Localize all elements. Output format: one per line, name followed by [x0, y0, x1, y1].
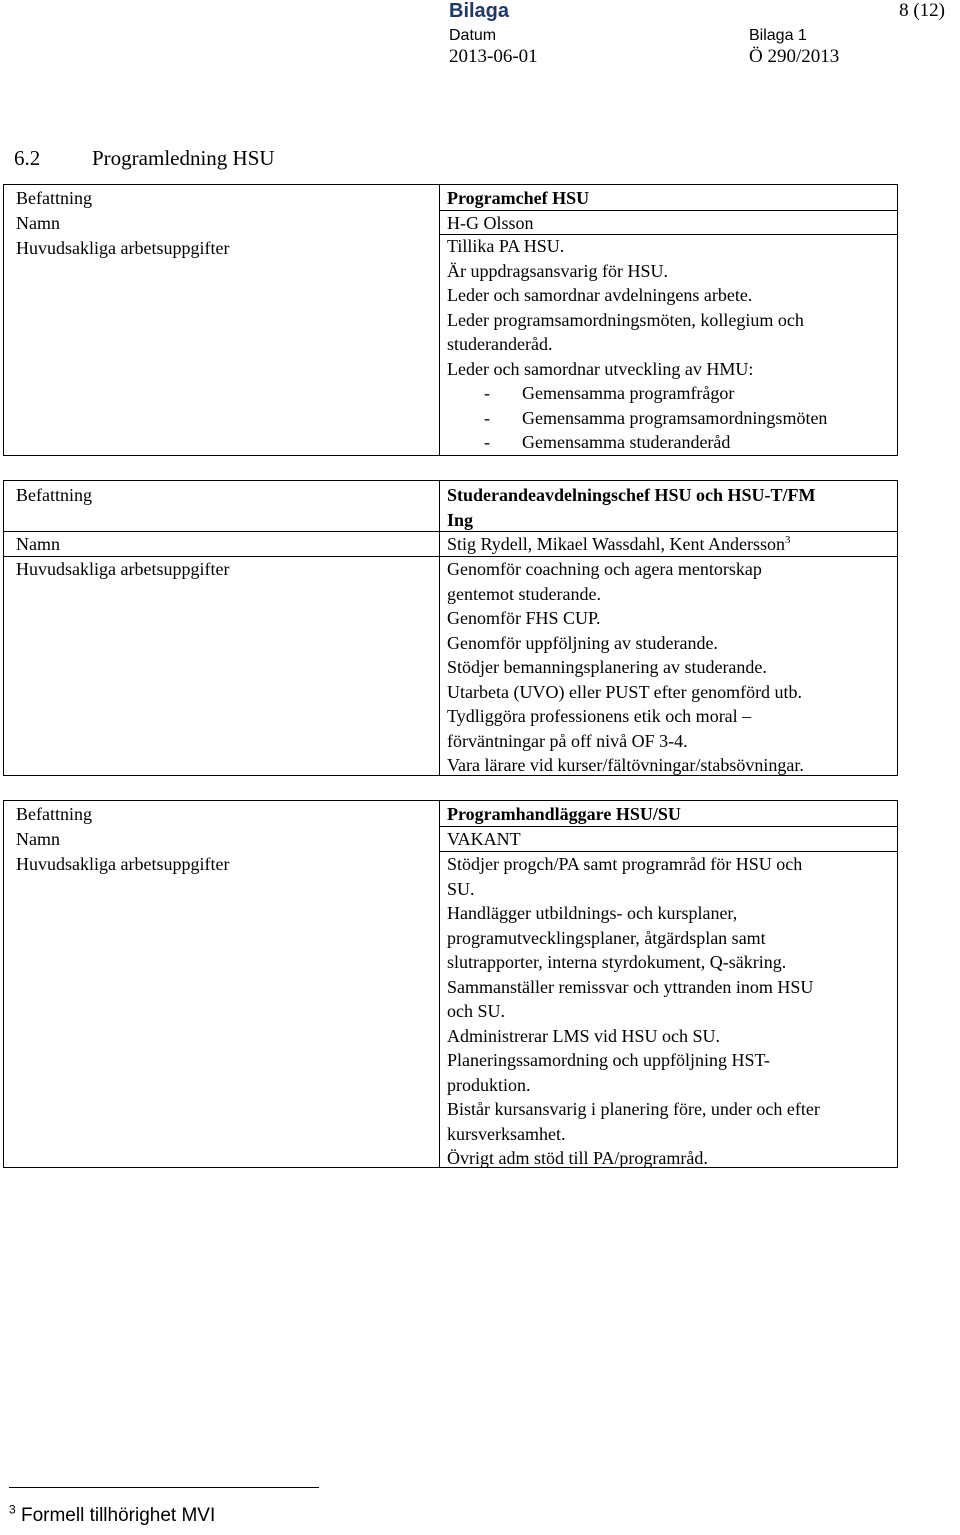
- task-item: Tydliggöra professionens etik och moral –: [447, 706, 752, 726]
- task-item: slutrapporter, interna styrdokument, Q-säkring.: [447, 952, 787, 972]
- befattning-label: Befattning: [16, 485, 92, 505]
- namn-label: Namn: [16, 829, 60, 849]
- task-item: Tillika PA HSU.: [447, 236, 565, 256]
- subtask-item: - Gemensamma studeranderåd: [484, 432, 731, 452]
- footnote-text: Formell tillhörighet MVI: [20, 1505, 216, 1526]
- namn-label: Namn: [16, 213, 60, 233]
- column-divider: [439, 801, 440, 1167]
- task-item: Genomför coachning och agera mentorskap: [447, 559, 762, 579]
- footnote-reference: 3: [784, 534, 791, 546]
- task-item: Planeringssamordning och uppföljning HST-: [447, 1050, 770, 1070]
- column-divider: [439, 185, 440, 455]
- arbetsuppgifter-label: Huvudsakliga arbetsuppgifter: [16, 854, 230, 874]
- reference-label: Bilaga 1: [749, 27, 807, 44]
- reference-value: Ö 290/2013: [749, 46, 840, 67]
- task-item: Vara lärare vid kurser/fältövningar/stabsövningar.: [447, 755, 804, 775]
- task-item: Är uppdragsansvarig för HSU.: [447, 260, 668, 281]
- task-item: kursverksamhet.: [447, 1123, 566, 1144]
- task-item: studeranderåd.: [447, 334, 553, 354]
- task-item: Utarbeta (UVO) eller PUST efter genomförd utb.: [447, 681, 803, 702]
- task-item: SU.: [447, 878, 475, 899]
- task-item: Sammanställer remissvar och yttranden inom HSU: [447, 976, 814, 997]
- befattning-value: Studerandeavdelningschef HSU och HSU-T/FM Ing: [447, 485, 816, 530]
- section-number: 6.2: [14, 146, 41, 170]
- task-item: programutvecklingsplaner, åtgärdsplan samt: [447, 927, 766, 948]
- role-table-programhandlaggare: [3, 800, 898, 1168]
- task-item: Bistår kursansvarig i planering före, under och efter: [447, 1099, 820, 1119]
- befattning-value: Programchef HSU: [447, 188, 590, 208]
- arbetsuppgifter-list: [447, 557, 889, 778]
- arbetsuppgifter-label: Huvudsakliga arbetsuppgifter: [16, 238, 230, 258]
- befattning-value: Programhandläggare HSU/SU: [447, 804, 681, 824]
- datum-label: Datum: [449, 27, 497, 44]
- arbetsuppgifter-list: [447, 234, 889, 455]
- document-title: Bilaga: [449, 0, 510, 22]
- befattning-label: Befattning: [16, 804, 92, 824]
- task-item: förväntningar på off nivå OF 3-4.: [447, 730, 688, 751]
- namn-value: Stig Rydell, Mikael Wassdahl, Kent Andersson$^3$: [447, 534, 791, 554]
- task-item: Leder och samordnar utveckling av HMU:: [447, 358, 754, 379]
- task-item: Genomför uppföljning av studerande.: [447, 632, 718, 653]
- task-item: och SU.: [447, 1001, 505, 1021]
- namn-label: Namn: [16, 534, 60, 554]
- subtask-item: - Gemensamma programsamordningsmöten: [484, 407, 828, 428]
- role-table-studerandeavdelningschef: [3, 480, 898, 776]
- page-number: 8 (12): [899, 0, 945, 21]
- section-heading: [14, 146, 275, 171]
- task-item: Handlägger utbildnings- och kursplaner,: [447, 903, 738, 923]
- task-item: gentemot studerande.: [447, 583, 601, 604]
- datum-value: 2013-06-01: [449, 46, 538, 67]
- footnote-mark: 3: [9, 1502, 16, 1517]
- footnote: [9, 1502, 216, 1527]
- task-item: Övrigt adm stöd till PA/programråd.: [447, 1148, 708, 1168]
- role-table-programchef: [3, 184, 898, 456]
- task-item: Stödjer progch/PA samt programråd för HSU och: [447, 854, 803, 874]
- section-title: Programledning HSU: [92, 146, 275, 170]
- task-item: Genomför FHS CUP.: [447, 608, 601, 628]
- task-item: Administrerar LMS vid HSU och SU.: [447, 1025, 720, 1046]
- arbetsuppgifter-label: Huvudsakliga arbetsuppgifter: [16, 559, 230, 579]
- footnote-separator: [9, 1487, 319, 1488]
- arbetsuppgifter-list: [447, 852, 889, 1171]
- task-item: Leder programsamordningsmöten, kollegium och: [447, 309, 804, 330]
- subtask-item: - Gemensamma programfrågor: [484, 383, 735, 403]
- namn-value: VAKANT: [447, 829, 521, 849]
- befattning-label: Befattning: [16, 188, 92, 208]
- namn-value: H-G Olsson: [447, 213, 534, 233]
- column-divider: [439, 481, 440, 775]
- task-item: Leder och samordnar avdelningens arbete.: [447, 285, 753, 305]
- task-item: Stödjer bemanningsplanering av studerande.: [447, 657, 767, 677]
- task-item: produktion.: [447, 1074, 531, 1095]
